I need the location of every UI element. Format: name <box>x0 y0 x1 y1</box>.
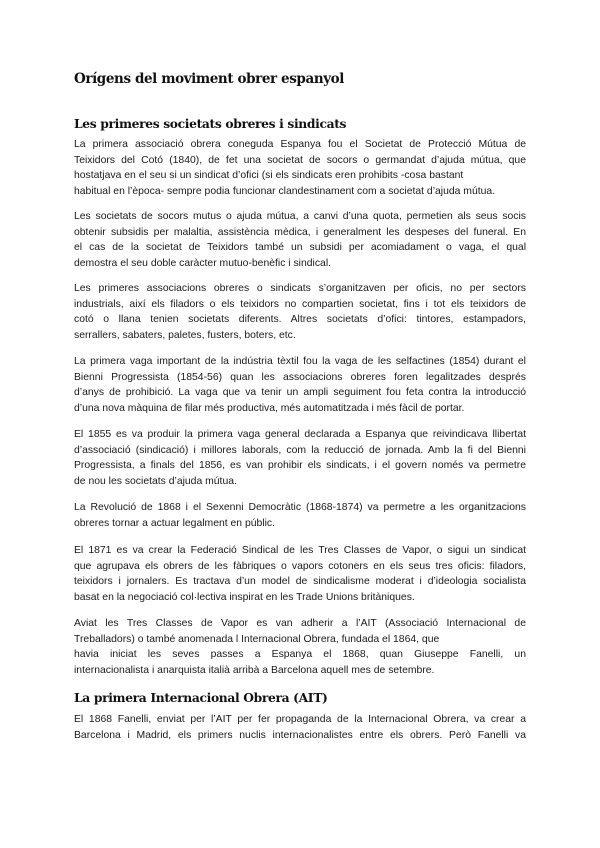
paragraph <box>74 543 526 605</box>
text-line: que agrupava els obrers de les fàbriques o vapors cotoners en els seus tres oficis: filadors, <box>74 560 526 572</box>
text-line: obreres tornar a actuar legalment en públic. <box>74 517 275 529</box>
text-line: demostra el seu doble caràcter mutuo-benèfic i sindical. <box>74 257 332 269</box>
text-line: internacionalista i anarquista italià arribà a Barcelona aquell mes de setembre. <box>74 664 435 676</box>
text-line: el cas de la societat de Teixidors també un subsidi per acomiadament o vaga, el qual <box>74 242 526 254</box>
text-line: La primera associació obrera coneguda Espanya fou el Societat de Protecció Mútua de <box>74 139 526 150</box>
text-line: Les primeres associacions obreres o sindicats s’organitzaven per oficis, no per sectors <box>74 283 526 294</box>
text-line: Les societats de socors mutus o ajuda mútua, a canvi d’una quota, permetien als seus socis <box>74 211 526 222</box>
text-line: obtenir subsidis per malaltia, assistència mèdica, i generalment les despeses del funeral. En <box>74 226 526 238</box>
text-line: de nou les societats d’ajuda mútua. <box>74 475 237 487</box>
paragraph <box>74 354 526 416</box>
document-title: Orígens del moviment obrer espanyol <box>74 71 345 87</box>
paragraph <box>74 616 526 678</box>
text-line: teixidors i jornalers. Es tractava d’un model de sindicalisme moderat i d’ideologia socialista <box>74 576 526 588</box>
text-line: La Revolució de 1868 i el Sexenni Democràtic (1868-1874) va permetre a les organitzacions <box>74 502 526 513</box>
text-line: El 1868 Fanelli, enviat per l’AIT per fer propaganda de la Internacional Obrera, va crear a <box>74 714 526 725</box>
text-line: Progressista, a finals del 1856, es van prohibir els sindicats, i el govern només va permetre <box>74 460 526 472</box>
text-line: cotó o llana tenien societats diferents. Altres societats d’ofici: tintores, estampadors, <box>74 314 526 326</box>
paragraph <box>74 712 526 743</box>
text-line: habitual en l’època- sempre podia funcionar clandestinament com a societat d’ajuda mútua. <box>74 185 496 197</box>
text-line: Treballadors) o també anomenada l Internacional Obrera, fundada el 1864, que <box>74 633 440 645</box>
text-line: Barcelona i Madrid, els primers nuclis internacionalistes entre els obrers. Però Fanelli va <box>74 729 526 741</box>
text-line: Teixidors del Cotó (1840), de fet una societat de socors o germandat d’ajuda mútua, que <box>74 154 526 166</box>
text-line: El 1855 es va produir la primera vaga general declarada a Espanya que reivindicava llibertat <box>74 429 526 440</box>
text-line: Bienni Progressista (1854-56) quan les associacions obreres foren legalitzades després <box>74 371 526 383</box>
paragraph <box>74 427 526 489</box>
paragraph <box>74 281 526 343</box>
text-line: Aviat les Tres Classes de Vapor es van adherir a l’AIT (Associació Internacional de <box>74 618 526 629</box>
paragraph <box>74 209 526 271</box>
text-line: El 1871 es va crear la Federació Sindical de les Tres Classes de Vapor, o sigui un sindicat <box>74 545 526 556</box>
text-line: basat en la negociació col·lectiva inspirat en les Trade Unions britàniques. <box>74 591 415 603</box>
text-line: hostatjava en el seu si un sindicat d’ofici (si els sindicats eren prohibits -cosa bastant <box>74 170 464 182</box>
text-line: La primera vaga important de la indústria tèxtil fou la vaga de les selfactines (1854) durant el <box>74 356 526 367</box>
paragraph <box>74 137 526 199</box>
text-line: d’una nova màquina de filar més productiva, més automatitzada i més fàcil de portar. <box>74 402 465 414</box>
section-heading: La primera Internacional Obrera (AIT) <box>74 690 328 705</box>
text-line: d’anys de prohibició. La vaga que va tenir un ampli seguiment fou feta contra la introducció <box>74 387 526 399</box>
text-line: serrallers, sabaters, paletes, fusters, boters, etc. <box>74 329 296 341</box>
text-line: industrials, així els filadors o els teixidors no compartien societat, fins i tot els teixidors de <box>74 298 526 310</box>
section-heading: Les primeres societats obreres i sindicats <box>74 116 347 131</box>
text-line: havia iniciat les seves passes a Espanya el 1868, quan Giuseppe Fanelli, un <box>74 649 526 661</box>
paragraph <box>74 500 526 531</box>
text-line: d’associació (sindicació) i millores laborals, com la reducció de jornada. Amb la fi del Bienni <box>74 444 526 456</box>
